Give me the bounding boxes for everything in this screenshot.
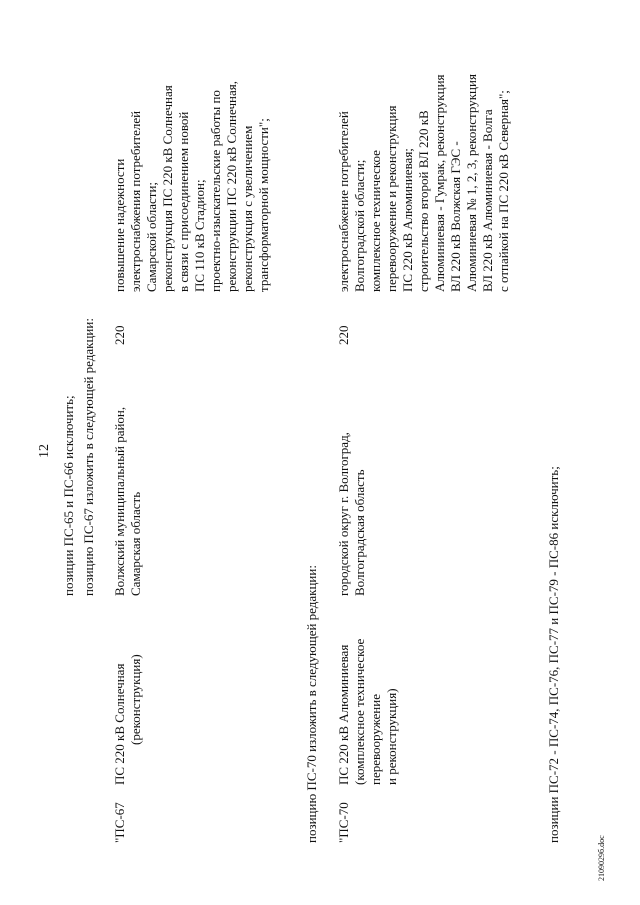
intro-line-exclude-65-66: позиции ПС-65 и ПС-66 исключить; [61,395,76,596]
row-70-purpose-line: электроснабжение потребителей [336,111,351,292]
row-67-purpose-line: реконструкции ПС 220 кВ Солнечная, [224,81,239,292]
row-67-name-line: (реконструкция) [128,654,143,745]
outro-line-exclude-72-86: позиции ПС-72 - ПС-74, ПС-76, ПС-77 и ПС-79 - ПС-86 исключить; [546,466,561,843]
row-67-location-line: Волжский муниципальный район, [112,406,127,596]
row-70-purpose-line: перевооружение и реконструкция [384,105,399,292]
row-67-name-line: ПС 220 кВ Солнечная [112,663,127,785]
row-67-purpose-line: трансформаторной мощности"; [256,118,271,292]
row-70-name-line: и реконструкция) [384,688,399,785]
row-67-purpose-line: реконструкция с увеличением [240,125,255,292]
row-70-purpose-line: Алюминиевая - Гумрак, реконструкция [432,74,447,292]
page-number: 12 [37,444,52,458]
row-70-name-line: перевооружение [368,694,383,785]
row-67-purpose-line: ПС 110 кВ Стадион; [192,179,207,292]
row-67-code: "ПС-67 [112,802,127,843]
row-70-location-line: городской округ г. Волгоград, [336,432,351,596]
row-67-location-line: Самарская область [128,491,143,596]
row-67-purpose-line: повышение надежности [112,158,127,292]
row-70-name-line: ПС 220 кВ Алюминиевая [336,644,351,785]
intro-line-edit-70: позицию ПС-70 изложить в следующей редакции: [304,565,319,843]
row-70-purpose-line: с отпайкой на ПС 220 кВ Северная"; [496,90,511,292]
row-67-purpose-line: Самарской области; [144,181,159,292]
row-67-purpose-line: реконструкция ПС 220 кВ Солнечная [160,85,175,292]
row-70-purpose-line: Алюминиевая № 1, 2, 3, реконструкция [464,74,479,292]
row-67-purpose-line: проектно-изыскательские работы по [208,90,223,292]
row-70-purpose-line: ВЛ 220 кВ Волжская ГЭС - [448,141,463,292]
row-67-purpose-line: в связи с присоединением новой [176,111,191,292]
row-70-purpose-line: ПС 220 кВ Алюминиевая; [400,148,415,292]
row-70-code: "ПС-70 [336,802,351,843]
row-70-location-line: Волгоградская область [352,469,367,596]
row-70-purpose-line: строительство второй ВЛ 220 кВ [416,110,431,292]
row-70-voltage: 220 [336,325,351,345]
row-67-purpose-line: электроснабжения потребителей [128,110,143,292]
row-70-purpose-line: ВЛ 220 кВ Алюминиевая - Волга [480,109,495,292]
footer-filename: 2109029б.doc [597,835,606,881]
row-70-purpose-line: комплексное техническое [368,150,383,292]
intro-line-edit-67: позицию ПС-67 изложить в следующей редакции: [81,318,96,596]
row-70-purpose-line: Волгоградской области; [352,159,367,292]
row-70-name-line: (комплексное техническое [352,638,367,785]
row-67-voltage: 220 [112,325,127,345]
